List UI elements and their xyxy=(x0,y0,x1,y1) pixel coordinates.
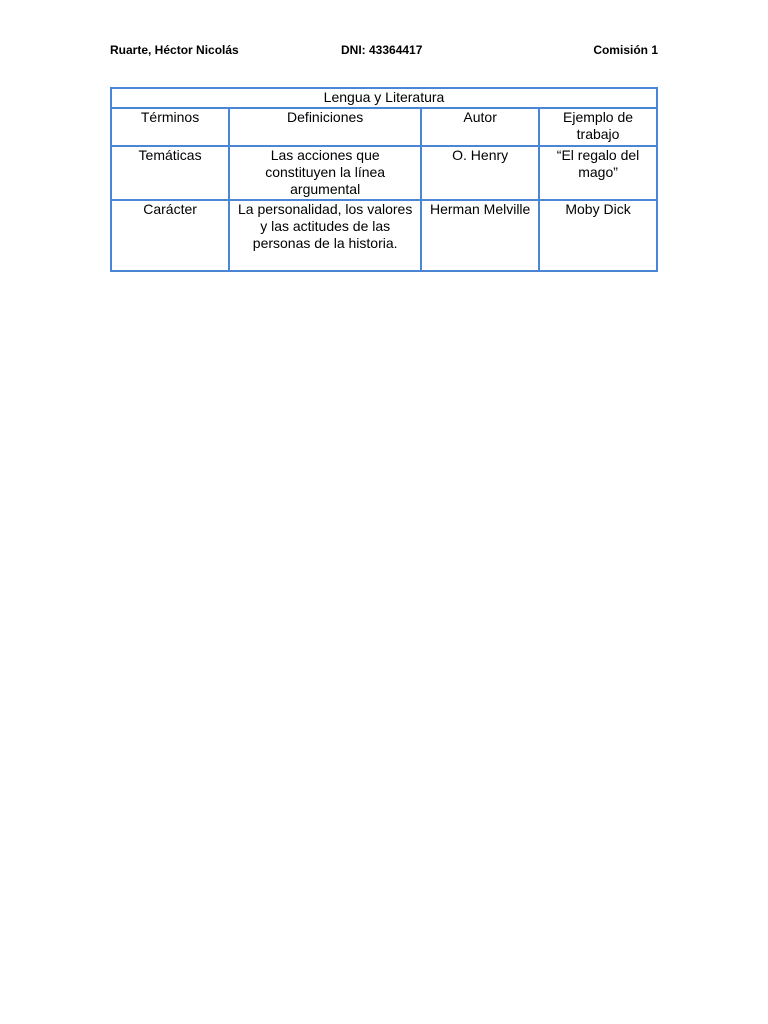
cell-definition: Las acciones que constituyen la línea argumental xyxy=(229,146,421,200)
column-header-example: Ejemplo de trabajo xyxy=(539,108,657,146)
cell-author: O. Henry xyxy=(421,146,539,200)
cell-author: Herman Melville xyxy=(421,200,539,271)
table-title: Lengua y Literatura xyxy=(111,88,657,108)
cell-term: Carácter xyxy=(111,200,229,271)
student-name: Ruarte, Héctor Nicolás xyxy=(110,43,239,57)
table-row xyxy=(111,146,657,200)
literature-table xyxy=(110,87,658,272)
commission-label: Comisión 1 xyxy=(593,43,658,57)
column-header-author: Autor xyxy=(421,108,539,146)
student-dni: DNI: 43364417 xyxy=(341,43,423,57)
cell-example: “El regalo del mago” xyxy=(539,146,657,200)
cell-example: Moby Dick xyxy=(539,200,657,271)
cell-definition: La personalidad, los valores y las actitudes de las personas de la historia. xyxy=(229,200,421,271)
page-header xyxy=(110,43,658,59)
table-header-row xyxy=(111,108,657,146)
cell-term: Temáticas xyxy=(111,146,229,200)
table-title-row xyxy=(111,88,657,108)
column-header-terms: Términos xyxy=(111,108,229,146)
table-row xyxy=(111,200,657,271)
column-header-definitions: Definiciones xyxy=(229,108,421,146)
